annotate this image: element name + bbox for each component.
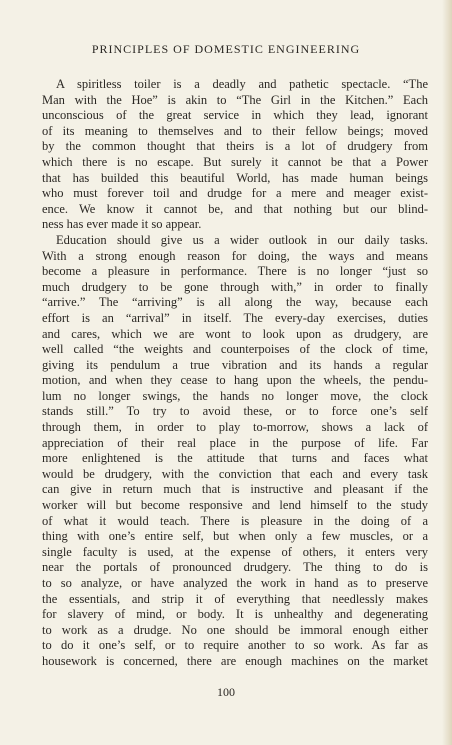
paragraph-2 (42, 233, 428, 670)
text-line: to do it one’s self, or to require another to so work. As far as (42, 638, 428, 653)
text-line: more enlightened is the attitude that turns and faces what (42, 451, 428, 466)
text-line: through them, in order to play to-morrow, shows a lack of (42, 420, 428, 435)
paragraph-1 (42, 77, 428, 233)
text-line: “arrive.” The “arriving” is all along the way, because each (42, 295, 428, 310)
text-line: to work as a drudge. No one should be immoral enough either (42, 622, 428, 637)
text-line: single faculty is used, at the expense of others, it enters very (42, 544, 428, 559)
page-number: 100 (217, 685, 235, 699)
text-line: effort is an “arrival” in itself. The every-day exercises, duties (42, 310, 428, 325)
text-line: With a strong enough reason for doing, the ways and means (42, 248, 428, 263)
text-line: much drudgery to be gone through with,” in order to finally (42, 279, 428, 294)
running-header: PRINCIPLES OF DOMESTIC ENGINEERING (91, 42, 361, 56)
text-line: by the common thought that theirs is a lot of drudgery from (42, 139, 428, 154)
text-line: that has builded this beautiful World, has made human beings (42, 170, 428, 185)
text-line: who must forever toil and drudge for a mere and meager exist- (42, 186, 428, 201)
text-line: giving its pendulum a true vibration and its hands a regular (42, 357, 428, 372)
text-line: A spiritless toiler is a deadly and pathetic spectacle. “The (56, 77, 428, 91)
text-line: ence. We know it cannot be, and that nothing but our blind- (42, 201, 428, 216)
text-line: housework is concerned, there are enough machines on the market (42, 653, 428, 668)
text-line: thing with one’s entire self, but when only a few muscles, or a (42, 529, 428, 544)
text-line: become a pleasure in performance. There is no longer “just so (42, 264, 428, 279)
text-line: which there is no escape. But surely it cannot be that a Power (42, 154, 428, 169)
text-line: Man with the Hoe” is akin to “The Girl in the Kitchen.” Each (42, 92, 428, 107)
text-line: appreciation of their real place in the purpose of life. Far (42, 435, 428, 450)
body-text (42, 77, 428, 670)
text-line: would be drudgery, with the conviction that each and every task (42, 466, 428, 481)
text-line: can give in return much that is instructive and pleasant if the (42, 482, 428, 497)
page-edge-shadow (442, 0, 452, 745)
text-line: for slavery of mind, or body. It is unhealthy and degenerating (42, 607, 428, 622)
text-line: worker will but become responsive and lend himself to the study (42, 498, 428, 513)
text-line: well called “the weights and counterpoises of the clock of time, (42, 342, 428, 357)
text-line: to so analyze, or have analyzed the work in hand as to preserve (42, 576, 428, 590)
text-line: motion, and when they cease to hang upon the wheels, the pendu- (42, 373, 428, 388)
text-line: the essentials, and strip it of everything that needlessly makes (42, 591, 428, 606)
text-line: and cares, which we are wont to look upon as drudgery, are (42, 326, 428, 341)
text-line: near the portals of pronounced drudgery. The thing to do is (42, 560, 428, 575)
text-line: Education should give us a wider outlook in our daily tasks. (56, 232, 428, 247)
text-line: stands still.” To try to avoid these, or to force one’s self (42, 404, 428, 419)
text-line: ness has ever made it so appear. (42, 217, 202, 232)
text-line: lum no longer swings, the hands no longer move, the clock (42, 388, 428, 403)
text-line: of what it would teach. There is pleasure in the doing of a (42, 513, 428, 528)
text-line: of its meaning to themselves and to their fellow beings; moved (42, 123, 428, 138)
text-line: unconscious of the great service in which they lead, ignorant (42, 108, 428, 123)
